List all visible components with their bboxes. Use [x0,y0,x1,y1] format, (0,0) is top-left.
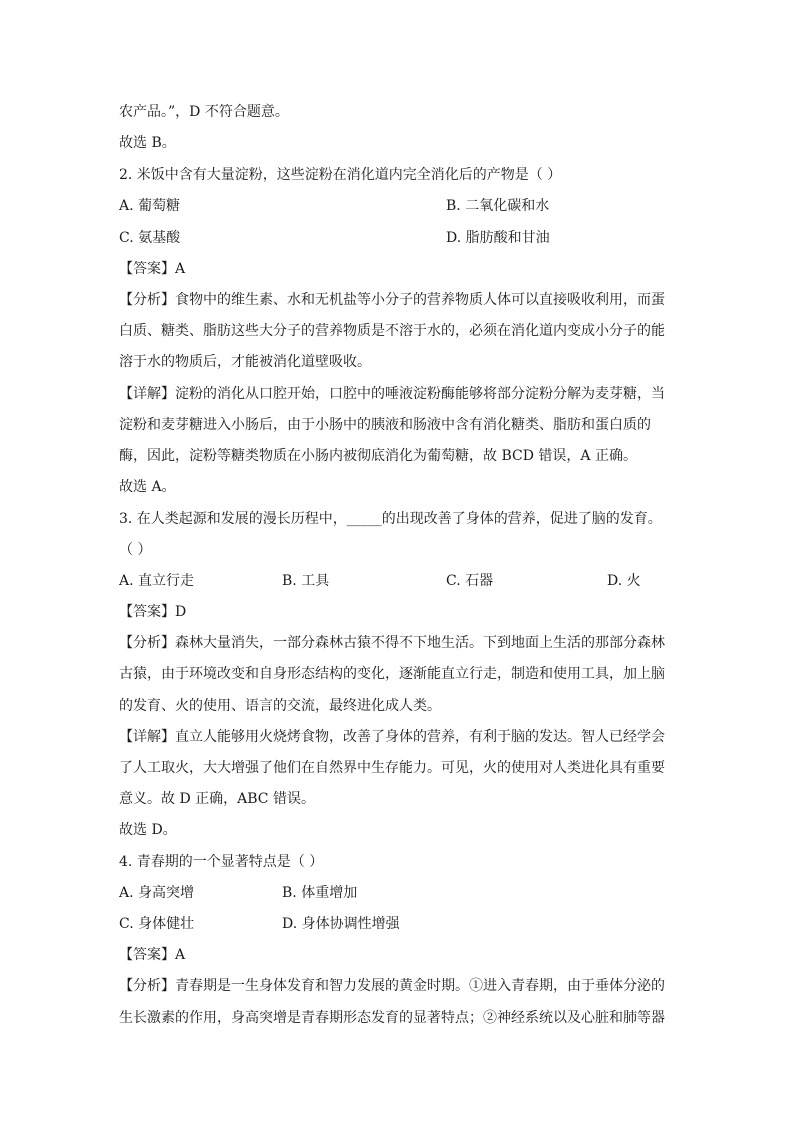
q4-option-d: D. 身体协调性增强 [282,916,400,932]
q4-option-b: B. 体重增加 [282,885,358,901]
q3-answer: 【答案】D [119,604,187,620]
q3-option-b: B. 工具 [282,573,330,589]
q4-option-c: C. 身体健壮 [119,916,195,932]
q2-option-b: B. 二氧化碳和水 [446,198,550,214]
q3-analysis-line: 【分析】森林大量消失，一部分森林古猿不得不下地生活。下到地面上生活的那部分森林 [119,635,665,651]
q2-option-a: A. 葡萄糖 [119,198,181,214]
q3-explanation-line: 【详解】直立人能够用火烧烤食物，改善了身体的营养，有利于脑的发达。智人已经学会 [119,729,665,745]
q3-option-c: C. 石器 [446,573,494,589]
q2-select: 故选 A。 [119,479,176,495]
q3-option-a: A. 直立行走 [119,573,195,589]
q2-explanation-line: 淀粉和麦芽糖进入小肠后，由于小肠中的胰液和肠液中含有消化糖类、脂肪和蛋白质的 [119,417,651,433]
q2-option-c: C. 氨基酸 [119,230,181,246]
q3-option-d: D. 火 [607,573,641,589]
q3-explanation-line: 意义。故 D 正确，ABC 错误。 [119,791,315,807]
q3-explanation-line: 了人工取火，大大增强了他们在自然界中生存能力。可见，火的使用对人类进化具有重要 [119,760,665,776]
q3-analysis-line: 的发育、火的使用、语言的交流，最终进化成人类。 [119,698,441,714]
q4-analysis-line: 【分析】青春期是一生身体发育和智力发展的黄金时期。①进入青春期，由于垂体分泌的 [119,978,665,994]
text-line: 农产品。”，D 不符合题意。 [119,104,289,120]
q4-option-a: A. 身高突增 [119,885,195,901]
q4-answer: 【答案】A [119,947,186,963]
q3-analysis-line: 古猿，由于环境改变和自身形态结构的变化，逐渐能直立行走，制造和使用工具，加上脑 [119,666,665,682]
question-4-stem: 4. 青春期的一个显著特点是（ ） [119,854,324,870]
q2-analysis-line: 白质、糖类、脂肪这些大分子的营养物质是不溶于水的，必须在消化道内变成小分子的能 [119,323,665,339]
question-3-paren: （ ） [119,542,152,558]
q2-explanation-line: 酶，因此，淀粉等糖类物质在小肠内被彻底消化为葡萄糖，故 BCD 错误，A 正确。 [119,448,637,464]
question-2-stem: 2. 米饭中含有大量淀粉，这些淀粉在消化道内完全消化后的产物是（ ） [119,167,562,183]
question-3-stem: 3. 在人类起源和发展的漫长历程中，_____的出现改善了身体的营养，促进了脑的发育。 [119,511,662,527]
q3-select: 故选 D。 [119,822,177,838]
q2-option-d: D. 脂肪酸和甘油 [446,230,550,246]
q2-explanation-line: 【详解】淀粉的消化从口腔开始，口腔中的唾液淀粉酶能够将部分淀粉分解为麦芽糖，当 [119,386,665,402]
q2-analysis-line: 【分析】食物中的维生素、水和无机盐等小分子的营养物质人体可以直接吸收利用，而蛋 [119,292,665,308]
q2-answer: 【答案】A [119,261,186,277]
select-line: 故选 B。 [119,135,176,151]
q4-analysis-line: 生长激素的作用，身高突增是青春期形态发育的显著特点；②神经系统以及心脏和肺等器 [119,1010,665,1026]
q2-analysis-line: 溶于水的物质后，才能被消化道壁吸收。 [119,354,371,370]
